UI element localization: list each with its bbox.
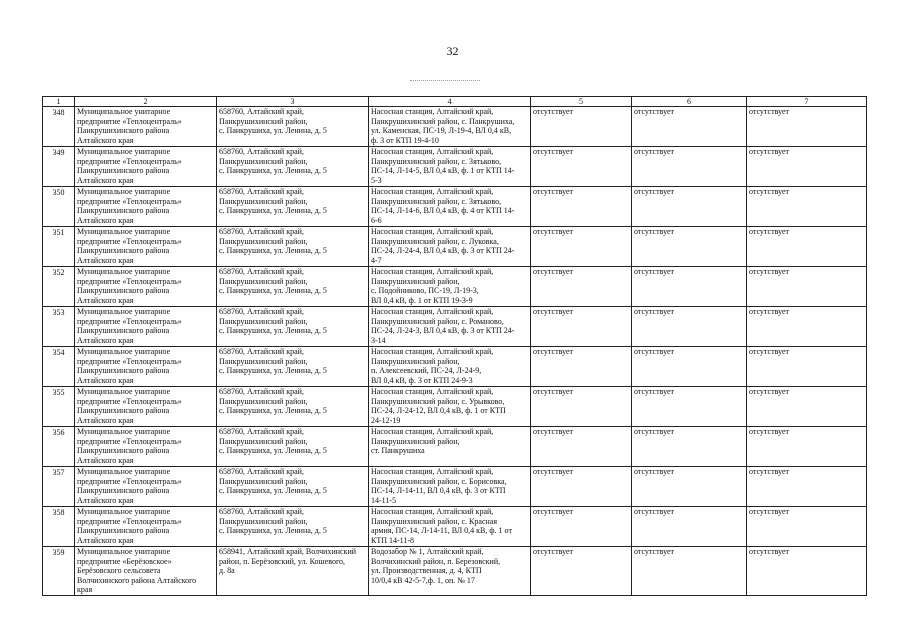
address-cell-text: 658760, Алтайский край, Панкрушихинский район, с. Панкрушиха, ул. Ленина, д. 5 [219, 227, 327, 256]
row-number [43, 467, 75, 507]
column-6-cell [632, 267, 747, 307]
address-cell-text: 658941, Алтайский край, Волчихинский район, п. Берёзовский, ул. Кошевого, д. 8а [219, 547, 357, 576]
column-5-cell [531, 227, 632, 267]
address-cell-text: 658760, Алтайский край, Панкрушихинский район, с. Панкрушиха, ул. Ленина, д. 5 [219, 507, 327, 536]
column-6-cell-text: отсутствует [634, 507, 675, 516]
column-7-cell [747, 387, 867, 427]
object-cell-text: Водозабор № 1, Алтайский край, Волчихинский район, п. Березовский, ул. Производственная, д. 4, КТП 10/0,4 кВ 42-5-7,ф. 1, оп. № 17 [371, 547, 501, 585]
column-5-cell [531, 427, 632, 467]
column-5-cell [531, 267, 632, 307]
column-7-cell-text: отсутствует [749, 547, 790, 556]
object-cell-text: Насосная станция, Алтайский край, Панкрушихинский район, с. Красная армия, ПС-14, Л-14-11, ВЛ 0,4 кВ, ф. 1 от КТП 14-11-8 [371, 507, 512, 545]
column-5-cell-text: отсутствует [533, 187, 574, 196]
column-5-cell-text: отсутствует [533, 507, 574, 516]
organization-cell [75, 267, 217, 307]
organization-cell-text: Муниципальное унитарное предприятие «Теплоцентраль» Панкрушихинского района Алтайского края [77, 467, 182, 505]
column-7-cell-text: отсутствует [749, 107, 790, 116]
column-6-cell-text: отсутствует [634, 147, 675, 156]
row-number [43, 307, 75, 347]
organization-cell-text: Муниципальное унитарное предприятие «Теплоцентраль» Панкрушихинского района Алтайского края [77, 187, 182, 225]
column-7-cell [747, 147, 867, 187]
address-cell-text: 658760, Алтайский край, Панкрушихинский район, с. Панкрушиха, ул. Ленина, д. 5 [219, 107, 327, 136]
column-header: 4 [369, 97, 531, 107]
column-7-cell [747, 267, 867, 307]
column-6-cell [632, 187, 747, 227]
row-number-text: 358 [52, 508, 65, 517]
column-7-cell [747, 107, 867, 147]
column-7-cell [747, 347, 867, 387]
table-row [43, 347, 867, 387]
organization-cell [75, 427, 217, 467]
address-cell-text: 658760, Алтайский край, Панкрушихинский район, с. Панкрушиха, ул. Ленина, д. 5 [219, 467, 327, 496]
object-cell-text: Насосная станция, Алтайский край, Панкрушихинский район, с. Урывково, ПС-24, Л-24-12, ВЛ 0,4 кВ, ф. 1 от КТП 24-12-19 [371, 387, 506, 425]
column-5-cell [531, 107, 632, 147]
column-5-cell-text: отсутствует [533, 267, 574, 276]
table-row [43, 507, 867, 547]
row-number-text: 359 [52, 548, 65, 557]
column-7-cell-text: отсутствует [749, 387, 790, 396]
organization-cell-text: Муниципальное унитарное предприятие «Теплоцентраль» Панкрушихинского района Алтайского края [77, 307, 182, 345]
row-number [43, 107, 75, 147]
object-cell [369, 187, 531, 227]
organization-cell [75, 107, 217, 147]
column-5-cell-text: отсутствует [533, 347, 574, 356]
column-6-cell [632, 467, 747, 507]
address-cell [217, 147, 369, 187]
organization-cell-text: Муниципальное унитарное предприятие «Теплоцентраль» Панкрушихинского района Алтайского края [77, 107, 182, 145]
column-5-cell [531, 547, 632, 596]
column-7-cell [747, 507, 867, 547]
column-header: 2 [75, 97, 217, 107]
organization-cell [75, 507, 217, 547]
row-number-text: 354 [52, 348, 65, 357]
column-header: 7 [747, 97, 867, 107]
address-cell-text: 658760, Алтайский край, Панкрушихинский район, с. Панкрушиха, ул. Ленина, д. 5 [219, 187, 327, 216]
object-cell [369, 347, 531, 387]
organization-cell [75, 547, 217, 596]
column-5-cell-text: отсутствует [533, 547, 574, 556]
column-6-cell-text: отсутствует [634, 347, 675, 356]
organization-cell-text: Муниципальное унитарное предприятие «Теплоцентраль» Панкрушихинского района Алтайского края [77, 427, 182, 465]
column-5-cell-text: отсутствует [533, 107, 574, 116]
object-cell-text: Насосная станция, Алтайский край, Панкрушихинский район, с. Зятьково, ПС-14, Л-14-6, ВЛ 0,4 кВ, ф. 4 от КТП 14- 6-6 [371, 187, 515, 225]
row-number [43, 267, 75, 307]
organization-cell [75, 147, 217, 187]
object-cell-text: Насосная станция, Алтайский край, Панкрушихинский район, с. Подойниково, ПС-19, Л-19-3, ВЛ 0,4 кВ, ф. 1 от КТП 19-3-9 [371, 267, 494, 305]
column-6-cell-text: отсутствует [634, 467, 675, 476]
address-cell [217, 467, 369, 507]
column-7-cell-text: отсутствует [749, 147, 790, 156]
column-6-cell [632, 507, 747, 547]
row-number-text: 351 [52, 228, 65, 237]
object-cell [369, 427, 531, 467]
column-5-cell [531, 467, 632, 507]
organization-cell-text: Муниципальное унитарное предприятие «Берёзовское» Берёзовского сельсовета Волчихинского района Алтайского края [77, 547, 197, 595]
organization-cell-text: Муниципальное унитарное предприятие «Теплоцентраль» Панкрушихинского района Алтайского края [77, 507, 182, 545]
address-cell [217, 107, 369, 147]
organization-cell [75, 187, 217, 227]
column-7-cell-text: отсутствует [749, 427, 790, 436]
row-number [43, 427, 75, 467]
column-6-cell-text: отсутствует [634, 187, 675, 196]
row-number-text: 356 [52, 428, 65, 437]
column-6-cell-text: отсутствует [634, 107, 675, 116]
organization-cell [75, 467, 217, 507]
column-5-cell-text: отсутствует [533, 387, 574, 396]
column-6-cell [632, 387, 747, 427]
document-table [42, 96, 867, 596]
object-cell [369, 507, 531, 547]
object-cell [369, 107, 531, 147]
column-5-cell-text: отсутствует [533, 307, 574, 316]
column-5-cell [531, 187, 632, 227]
column-6-cell [632, 147, 747, 187]
column-header: 6 [632, 97, 747, 107]
organization-cell [75, 227, 217, 267]
address-cell [217, 187, 369, 227]
column-6-cell-text: отсутствует [634, 267, 675, 276]
row-number [43, 147, 75, 187]
table-row [43, 387, 867, 427]
row-number [43, 227, 75, 267]
row-number [43, 347, 75, 387]
column-6-cell [632, 427, 747, 467]
address-cell-text: 658760, Алтайский край, Панкрушихинский район, с. Панкрушиха, ул. Ленина, д. 5 [219, 347, 327, 376]
table-row [43, 467, 867, 507]
organization-cell-text: Муниципальное унитарное предприятие «Теплоцентраль» Панкрушихинского района Алтайского края [77, 267, 182, 305]
column-6-cell [632, 227, 747, 267]
column-7-cell-text: отсутствует [749, 347, 790, 356]
object-cell-text: Насосная станция, Алтайский край, Панкрушихинский район, с. Зятьково, ПС-14, Л-14-5, ВЛ 0,4 кВ, ф. 1 от КТП 14- 5-3 [371, 147, 515, 185]
column-7-cell-text: отсутствует [749, 267, 790, 276]
header-rule [410, 80, 480, 81]
row-number-text: 352 [52, 268, 65, 277]
object-cell-text: Насосная станция, Алтайский край, Панкрушихинский район, ст. Панкрушиха [371, 427, 494, 456]
table-header-row [43, 97, 867, 107]
row-number [43, 547, 75, 596]
row-number-text: 355 [52, 388, 65, 397]
column-7-cell [747, 467, 867, 507]
column-5-cell [531, 147, 632, 187]
address-cell-text: 658760, Алтайский край, Панкрушихинский район, с. Панкрушиха, ул. Ленина, д. 5 [219, 267, 327, 296]
object-cell [369, 307, 531, 347]
column-7-cell-text: отсутствует [749, 467, 790, 476]
page-number: 32 [446, 44, 459, 58]
object-cell-text: Насосная станция, Алтайский край, Панкрушихинский район, с. Романово, ПС-24, Л-24-3, ВЛ 0,4 кВ, ф. 3 от КТП 24- 3-14 [371, 307, 515, 345]
table-row [43, 547, 867, 596]
column-7-cell [747, 307, 867, 347]
row-number-text: 357 [52, 468, 65, 477]
organization-cell-text: Муниципальное унитарное предприятие «Теплоцентраль» Панкрушихинского района Алтайского края [77, 387, 182, 425]
organization-cell-text: Муниципальное унитарное предприятие «Теплоцентраль» Панкрушихинского района Алтайского края [77, 147, 182, 185]
address-cell [217, 347, 369, 387]
organization-cell [75, 307, 217, 347]
table-row [43, 107, 867, 147]
row-number-text: 353 [52, 308, 65, 317]
object-cell [369, 227, 531, 267]
column-header: 5 [531, 97, 632, 107]
column-5-cell-text: отсутствует [533, 227, 574, 236]
column-7-cell [747, 187, 867, 227]
column-7-cell-text: отсутствует [749, 507, 790, 516]
object-cell [369, 547, 531, 596]
object-cell [369, 267, 531, 307]
organization-cell [75, 387, 217, 427]
column-6-cell-text: отсутствует [634, 547, 675, 556]
address-cell [217, 427, 369, 467]
row-number-text: 348 [52, 108, 65, 117]
column-header: 1 [43, 97, 75, 107]
column-6-cell-text: отсутствует [634, 307, 675, 316]
table-row [43, 307, 867, 347]
table-row [43, 227, 867, 267]
table-body [43, 107, 867, 596]
column-5-cell [531, 307, 632, 347]
column-5-cell-text: отсутствует [533, 147, 574, 156]
object-cell-text: Насосная станция, Алтайский край, Панкрушихинский район, с. Панкрушиха, ул. Каменская, ПС-19, Л-19-4, ВЛ 0,4 кВ, ф. 3 от КТП 19-4-10 [371, 107, 515, 145]
column-6-cell-text: отсутствует [634, 387, 675, 396]
column-5-cell [531, 347, 632, 387]
object-cell [369, 467, 531, 507]
object-cell-text: Насосная станция, Алтайский край, Панкрушихинский район, п. Алексеевский, ПС-24, Л-24-9, ВЛ 0,4 кВ, ф. 3 от КТП 24-9-3 [371, 347, 494, 385]
object-cell-text: Насосная станция, Алтайский край, Панкрушихинский район, с. Луковка, ПС-24, Л-24-4, ВЛ 0,4 кВ, ф. 3 от КТП 24- 4-7 [371, 227, 515, 265]
column-6-cell-text: отсутствует [634, 227, 675, 236]
organization-cell-text: Муниципальное унитарное предприятие «Теплоцентраль» Панкрушихинского района Алтайского края [77, 227, 182, 265]
address-cell [217, 387, 369, 427]
row-number-text: 349 [52, 148, 65, 157]
column-6-cell-text: отсутствует [634, 427, 675, 436]
address-cell-text: 658760, Алтайский край, Панкрушихинский район, с. Панкрушиха, ул. Ленина, д. 5 [219, 427, 327, 456]
row-number [43, 187, 75, 227]
column-7-cell-text: отсутствует [749, 307, 790, 316]
address-cell-text: 658760, Алтайский край, Панкрушихинский район, с. Панкрушиха, ул. Ленина, д. 5 [219, 147, 327, 176]
address-cell [217, 307, 369, 347]
row-number-text: 350 [52, 188, 65, 197]
column-7-cell-text: отсутствует [749, 187, 790, 196]
column-7-cell [747, 427, 867, 467]
row-number [43, 507, 75, 547]
table-row [43, 187, 867, 227]
column-7-cell-text: отсутствует [749, 227, 790, 236]
column-6-cell [632, 547, 747, 596]
address-cell-text: 658760, Алтайский край, Панкрушихинский район, с. Панкрушиха, ул. Ленина, д. 5 [219, 387, 327, 416]
address-cell-text: 658760, Алтайский край, Панкрушихинский район, с. Панкрушиха, ул. Ленина, д. 5 [219, 307, 327, 336]
object-cell [369, 147, 531, 187]
column-5-cell [531, 507, 632, 547]
organization-cell-text: Муниципальное унитарное предприятие «Теплоцентраль» Панкрушихинского района Алтайского края [77, 347, 182, 385]
row-number [43, 387, 75, 427]
column-5-cell-text: отсутствует [533, 467, 574, 476]
address-cell [217, 227, 369, 267]
column-5-cell-text: отсутствует [533, 427, 574, 436]
object-cell-text: Насосная станция, Алтайский край, Панкрушихинский район, с. Борисовка, ПС-14, Л-14-11, ВЛ 0,4 кВ, ф. 3 от КТП 14-11-5 [371, 467, 507, 505]
column-7-cell [747, 547, 867, 596]
organization-cell [75, 347, 217, 387]
column-6-cell [632, 107, 747, 147]
table-row [43, 427, 867, 467]
address-cell [217, 547, 369, 596]
column-7-cell [747, 227, 867, 267]
object-cell [369, 387, 531, 427]
column-5-cell [531, 387, 632, 427]
column-6-cell [632, 307, 747, 347]
table-row [43, 267, 867, 307]
table-row [43, 147, 867, 187]
address-cell [217, 267, 369, 307]
column-6-cell [632, 347, 747, 387]
column-header: 3 [217, 97, 369, 107]
address-cell [217, 507, 369, 547]
